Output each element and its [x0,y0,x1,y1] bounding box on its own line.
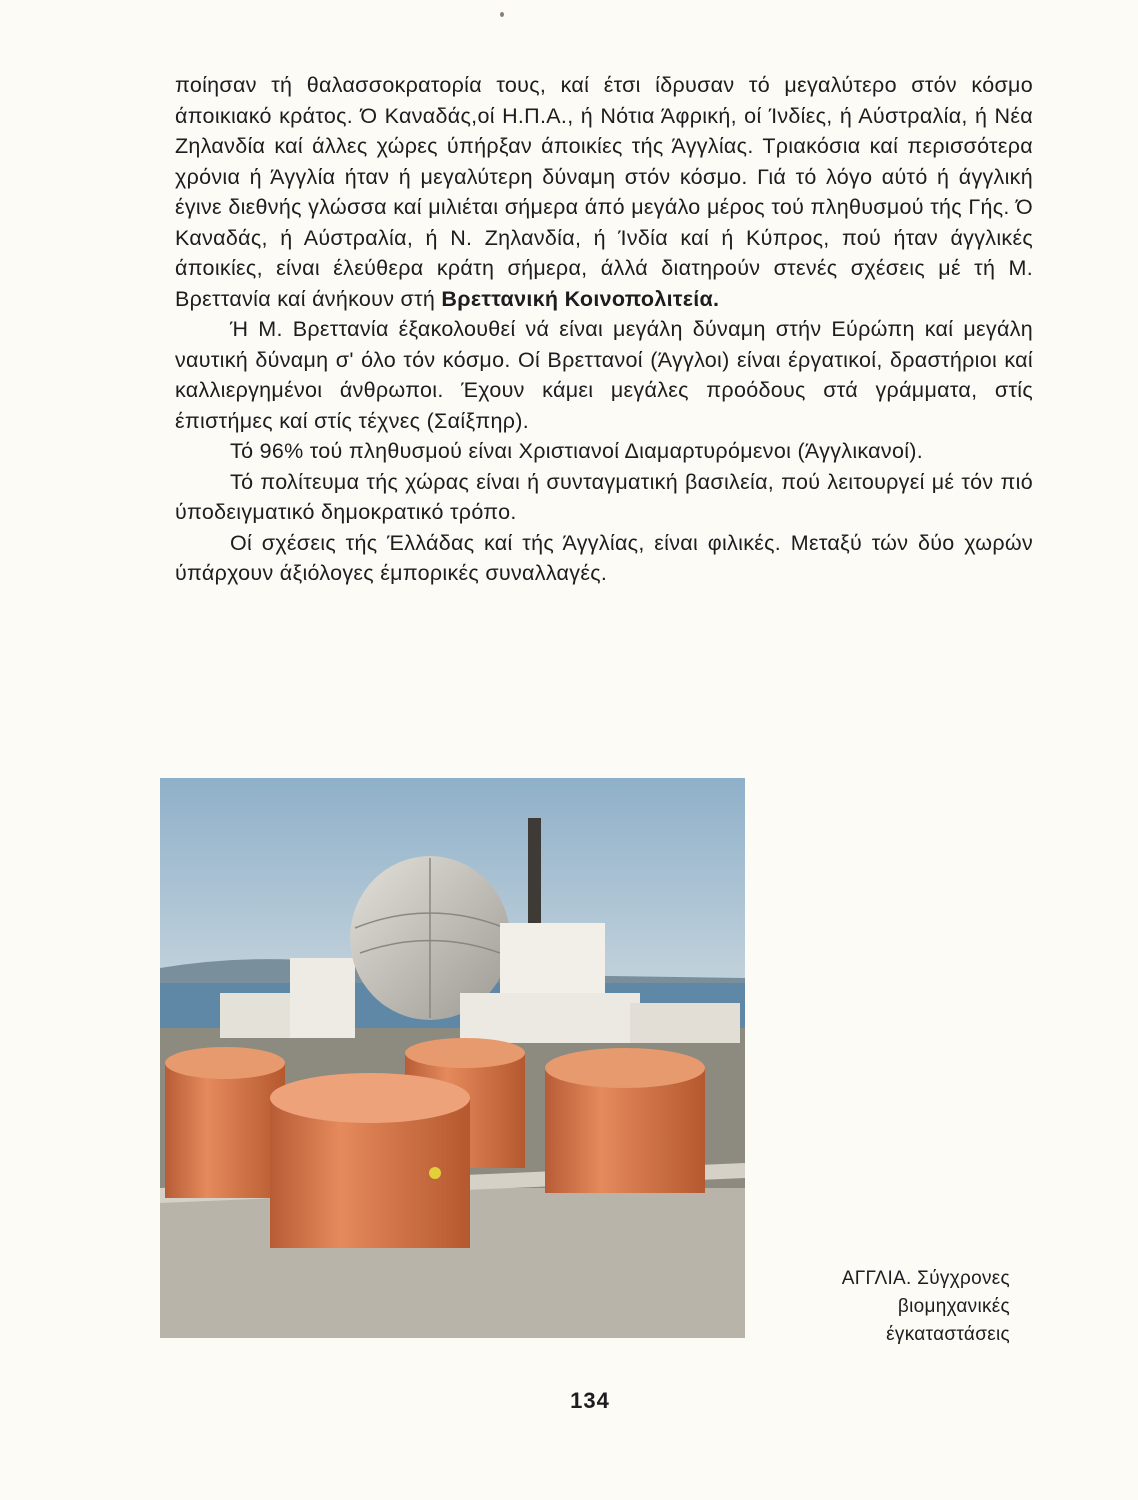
tank-marker [429,1167,441,1179]
paragraph-1 [175,70,1033,314]
paragraph-4: Τό πολίτευμα τής χώρας είναι ή συνταγματική βασιλεία, πού λειτουργεί μέ τόν πιό ύποδειγματικό δημοκρατικό τρόπο. [175,469,1033,524]
paragraph-3: Τό 96% τού πληθυσμού είναι Χριστιανοί Διαμαρτυρόμενοι (Άγγλικανοί). [230,439,924,463]
photo-caption [770,1265,1010,1349]
paragraph-1-text: ποίησαν τή θαλασσοκρατορία τους, καί έτσι ίδρυσαν τό μεγαλύτερο στόν κόσμο άποικιακό κράτος. Ό Καναδάς,οί Η.Π.Α., ή Νότια Άφρική, οί Ίνδίες, ή Αύστραλία, ή Νέα Ζηλανδία καί άλλες χώρες ύπήρξαν άποικίες τής Άγγλίας. Τριακόσια καί περισσότερα χρόνια ή Άγγλία ήταν ή μεγαλύτερη δύναμη στόν κόσμο. Γιά τό λόγο αύτό ή άγγλική έγινε διεθνής γλώσσα καί μιλιέται σήμερα άπό μεγάλο μέρος τού πληθυσμού τής Γής. Ό Καναδάς, ή Αύστραλία, ή Ν. Ζηλανδία, ή Ίνδία καί ή Κύπρος, πού ήταν άγγλικές άποικίες, είναι έλεύθερα κράτη σήμερα, άλλά διατηρούν στενές σχέσεις μέ τή Μ. Βρεττανία καί άνήκουν στή [175,73,1033,311]
caption-line-1: ΑΓΓΛΙΑ. Σύγχρονες [841,1268,1010,1289]
paragraph-1-bold-term: Βρεττανική Κοινοπολιτεία. [441,286,720,311]
paragraph-5: Οί σχέσεις τής Έλλάδας καί τής Άγγλίας, είναι φιλικές. Μεταξύ τών δύο χωρών ύπάρχουν άξιόλογες έμπορικές συναλλαγές. [175,530,1033,585]
industrial-plant-illustration [160,778,745,1338]
caption-line-2: βιομηχανικές [897,1296,1010,1317]
annex-building [460,993,640,1043]
page-number: 134 [570,1388,610,1413]
industrial-plant-photo [160,778,745,1338]
building-tall-left [290,958,355,1038]
caption-line-3: έγκαταστάσεις [886,1324,1010,1345]
paragraph-2: Ή Μ. Βρεττανία έξακολουθεί νά είναι μεγάλη δύναμη στήν Εύρώπη καί μεγάλη ναυτική δύναμη σ' όλο τόν κόσμο. Οί Βρεττανοί (Άγγλοι) είναι έργατικοί, δραστήριοι καί καλλιεργημένοι άνθρωποι. Έχουν κάμει μεγάλες προόδους στά γράμματα, στίς έπιστήμες καί στίς τέχνες (Σαίξπηρ). [175,317,1033,433]
building-right [630,1003,740,1043]
paper-speck [500,12,504,17]
body-text [175,70,1033,589]
